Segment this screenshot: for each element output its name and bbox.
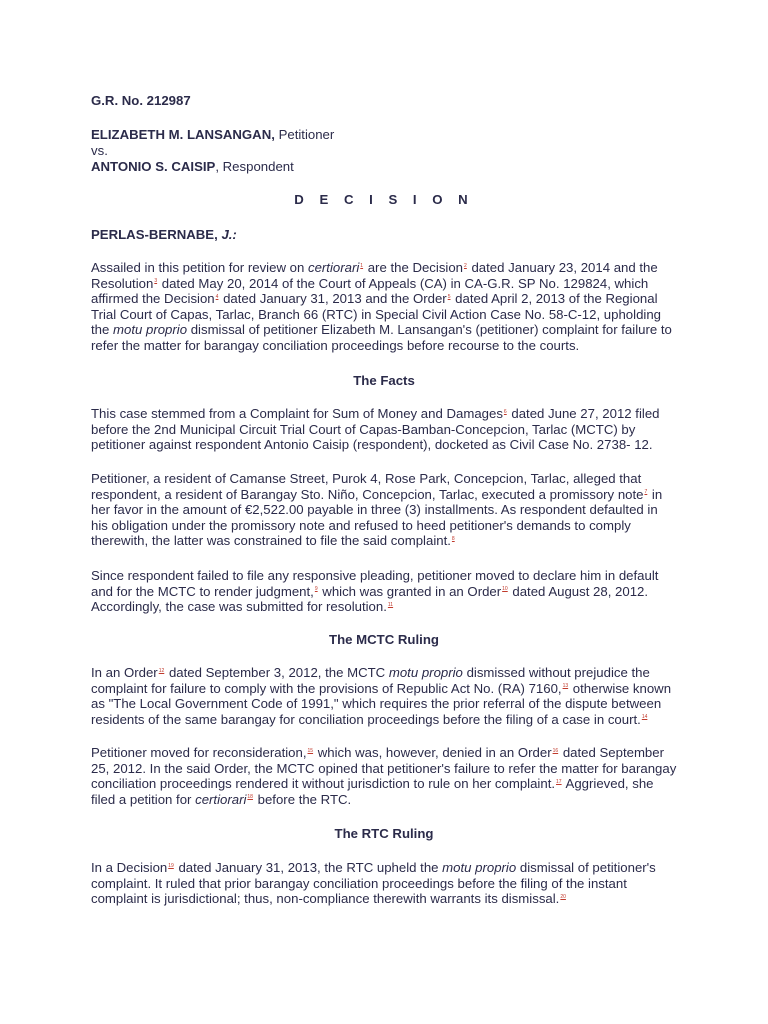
paragraph-7 <box>91 860 677 907</box>
gr-number: G.R. No. 212987 <box>91 93 191 108</box>
p5-text-b: dated September 3, 2012, the MCTC <box>165 665 389 680</box>
p1-motu-proprio: motu proprio <box>113 322 188 338</box>
p5-text-c: dismissed without prejudice the complaint for failure to comply with the provisions of Republic Act No. (RA) 7160, <box>91 665 650 696</box>
ponente-name: PERLAS-BERNABE, <box>91 227 218 242</box>
paragraph-1 <box>91 260 677 354</box>
paragraph-5 <box>91 665 677 727</box>
p7-text-c: dismissal of petitioner's complaint. It ruled that prior barangay conciliation proceedings before the filing of the instant complaint is jurisdictional; thus, non-compliance therewith warrants its dismissal. <box>91 860 656 907</box>
p5-text-d: otherwise known as "The Local Government Code of 1991," which requires the prior referral of the dispute between residents of the same barangay for conciliation proceedings before the filing of a case in court. <box>91 680 672 727</box>
footnote-link-12[interactable]: 12 <box>158 667 165 674</box>
footnote-link-7[interactable]: 7 <box>644 489 648 496</box>
paragraph-6 <box>91 745 677 807</box>
p6-certiorari: certiorari <box>195 791 247 807</box>
footnote-link-16[interactable]: 16 <box>552 747 559 754</box>
p3-text-b: in her favor in the amount of €2,522.00 payable in three (3) installments. As respondent defaulted in his obligation under the promissory note and refused to heed petitioner's demands to comply therewith, the latter was constrained to file the said complaint. <box>91 486 663 549</box>
p7-motu-proprio: motu proprio <box>442 860 517 875</box>
footnote-link-18[interactable]: 18 <box>247 794 253 801</box>
footnote-link-14[interactable]: 14 <box>641 714 648 721</box>
paragraph-4 <box>91 568 677 615</box>
p2-text-b: dated June 27, 2012 filed before the 2nd Municipal Circuit Trial Court of Capas-Bamban-Concepcion, Tarlac (MCTC) by petitioner against respondent Antonio Caisip (respondent), docketed as Civil Case No. 2738- 12. <box>91 406 660 453</box>
footnote-link-2[interactable]: 2 <box>464 262 467 269</box>
p1-text-d: dated May 20, 2014 of the Court of Appeals (CA) in CA-G.R. SP No. 129824, which affirmed the Decision <box>91 275 649 307</box>
p2-text-a: This case stemmed from a Complaint for Sum of Money and Damages <box>91 406 503 421</box>
paragraph-3 <box>91 471 677 549</box>
p1-text-c: dated January 23, 2014 and the Resolution <box>91 260 658 291</box>
footnote-link-19[interactable]: 19 <box>168 862 174 869</box>
ponente-title: J.: <box>221 227 237 242</box>
footnote-link-20[interactable]: 20 <box>560 893 566 900</box>
p7-text-b: dated January 31, 2013, the RTC upheld the <box>174 860 443 875</box>
p6-text-e: before the RTC. <box>253 791 352 807</box>
p6-text-c: dated September 25, 2012. In the said Order, the MCTC opined that petitioner's failure to refer the matter for barangay conciliation proceedings rendered it without jurisdiction to rule on her complaint. <box>91 745 677 792</box>
petitioner-name: ELIZABETH M. LANSANGAN, <box>91 127 275 142</box>
rtc-heading: The RTC Ruling <box>334 826 434 841</box>
footnote-link-9[interactable]: 9 <box>314 586 318 593</box>
footnote-link-5[interactable]: 5 <box>447 293 451 300</box>
p5-text-a: In an Order <box>91 665 158 680</box>
p5-motu-proprio: motu proprio <box>388 665 463 680</box>
p3-text-a: Petitioner, a resident of Camanse Street, Purok 4, Rose Park, Concepcion, Tarlac, alleged that respondent, a resident of Barangay Sto. Niño, Concepcion, Tarlac, executed a promissory note <box>91 471 644 502</box>
p1-text-f: dated April 2, 2013 of the Regional Trial Court of Capas, Tarlac, Branch 66 (RTC) in Special Civil Action Case No. 58-C-12, upholding the <box>91 291 662 338</box>
footnote-link-4[interactable]: 4 <box>215 293 219 300</box>
p6-text-b: which was, however, denied in an Order <box>314 745 552 760</box>
p6-text-a: Petitioner moved for reconsideration, <box>91 745 307 760</box>
p4-text-b: which was granted in an Order <box>318 583 502 599</box>
p7-text-a: In a Decision <box>91 860 168 875</box>
footnote-link-13[interactable]: 13 <box>562 683 569 690</box>
respondent-role: , Respondent <box>215 159 294 174</box>
p6-text-d: Aggrieved, she filed a petition for <box>91 776 654 807</box>
footnote-link-15[interactable]: 15 <box>307 747 314 754</box>
p1-text-e: dated January 31, 2013 and the Order <box>219 291 447 307</box>
petitioner-line <box>91 127 677 143</box>
p1-certiorari: certiorari <box>307 260 360 275</box>
petitioner-role: Petitioner <box>278 127 335 142</box>
footnote-link-1[interactable]: 1 <box>360 262 364 269</box>
decision-heading: D E C I S I O N <box>294 192 474 207</box>
p4-text-a: Since respondent failed to file any responsive pleading, petitioner moved to declare him in default and for the MCTC to render judgment, <box>91 568 659 599</box>
respondent-line <box>91 159 677 175</box>
paragraph-2 <box>91 406 677 453</box>
footnote-link-3[interactable]: 3 <box>154 278 158 285</box>
p1-text-a: Assailed in this petition for review on <box>91 260 308 275</box>
footnote-link-8[interactable]: 8 <box>451 535 455 542</box>
p4-text-c: dated August 28, 2012. Accordingly, the case was submitted for resolution. <box>91 583 649 615</box>
footnote-link-6[interactable]: 6 <box>503 408 507 415</box>
facts-heading: The Facts <box>353 373 415 388</box>
respondent-name: ANTONIO S. CAISIP <box>91 159 216 174</box>
footnote-link-11[interactable]: 11 <box>387 601 394 608</box>
ponente-line <box>91 227 677 243</box>
footnote-link-10[interactable]: 10 <box>502 586 508 593</box>
versus-label: vs. <box>91 143 108 158</box>
p1-text-b: are the Decision <box>364 260 464 275</box>
mctc-heading: The MCTC Ruling <box>329 632 439 647</box>
p1-text-g: dismissal of petitioner Elizabeth M. Lansangan's (petitioner) complaint for failure to refer the matter for barangay conciliation proceedings before recourse to the courts. <box>91 322 672 353</box>
footnote-link-17[interactable]: 17 <box>556 778 562 785</box>
